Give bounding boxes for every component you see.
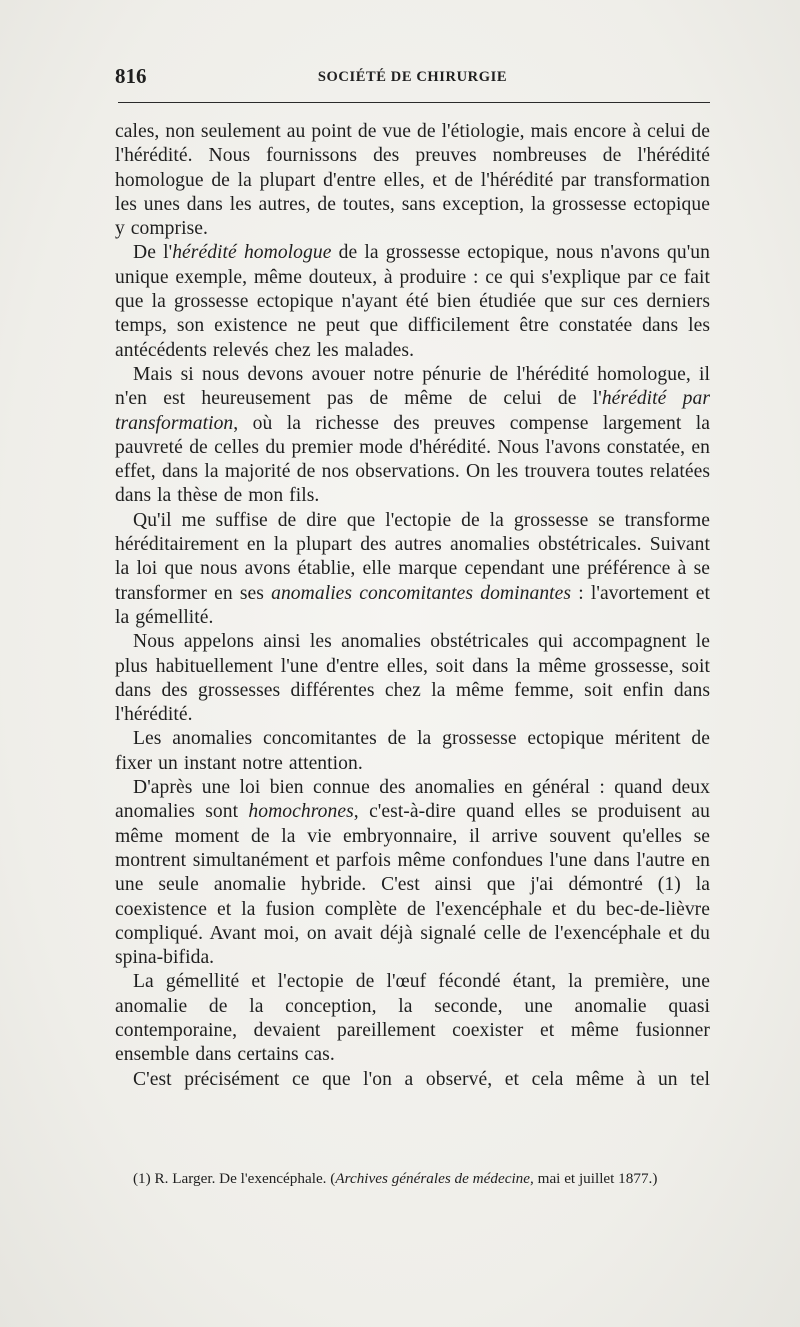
italic-text: hérédité homologue — [172, 242, 332, 264]
italic-text: hérédité par transformation — [115, 388, 710, 434]
text-run: cales, non seulement au point de vue de l'étiologie, mais encore à celui de l'hérédité. Nous fournissons des preuves nombreuses de l'hérédité homologue de la plupart d'entre elles, et de l'hérédité par transformation les unes dans les autres, de toutes, sans exception, la grossesse ectopique y comprise. — [115, 121, 710, 240]
text-run: Qu'il me suffise de dire que l'ectopie de la grossesse se transforme héréditairement en la plupart des autres anomalies obstétricales. Suivant la loi que nous avons établie, elle marque cependant une préférence à se transformer en ses — [115, 509, 710, 604]
italic-text: homochrones — [248, 801, 354, 823]
text-run: , où la richesse des preuves compense largement la pauvreté de celles du premier mode d'hérédité. Nous l'avons constatée, en effet, dans la majorité de nos observations. On les trouvera toutes relatées dans la thèse de mon fils. — [115, 412, 710, 507]
footnote — [115, 1169, 710, 1189]
paragraph — [115, 970, 710, 1067]
text-run: , mai et juillet 1877.) — [530, 1170, 658, 1187]
paragraph — [115, 509, 710, 630]
text-run: Les anomalies concomitantes de la grossesse ectopique méritent de fixer un instant notre attention. — [115, 728, 710, 774]
running-head: SOCIÉTÉ DE CHIRURGIE — [317, 69, 508, 85]
paragraph — [115, 241, 710, 362]
text-run: Mais si nous devons avouer notre pénurie de l'hérédité homologue, il n'en est heureusement pas de même de celui de l' — [115, 363, 710, 410]
page-number: 816 — [115, 64, 147, 88]
italic-text: Archives générales de médecine — [335, 1170, 531, 1187]
paragraph — [115, 727, 710, 776]
paragraph — [115, 1068, 710, 1092]
header-rule — [118, 102, 710, 103]
paragraph — [115, 363, 710, 509]
text-run: , c'est-à-dire quand elles se produisent au même moment de la vie embryonnaire, il arrive souvent qu'elles se montrent simultanément et parfois même confondues l'une dans l'autre en une seule anomalie hybride. C'est ainsi que j'ai démontré (1) la coexistence et la fusion complète de l'exencéphale et du bec-de-lièvre compliqué. Avant moi, on avait déjà signalé celle de l'exencéphale et du spina-bifida. — [115, 801, 710, 969]
paragraph — [115, 776, 710, 970]
paragraph — [115, 630, 710, 727]
text-run: La gémellité et l'ectopie de l'œuf fécondé étant, la première, une anomalie de la conception, la seconde, une anomalie quasi contemporaine, devaient pareillement coexister et même fusionner ensemble dans certains cas. — [115, 971, 710, 1066]
text-run: (1) R. Larger. De l'exencéphale. ( — [133, 1170, 336, 1187]
text-run: : l'avortement et la gémellité. — [115, 582, 710, 628]
italic-text: anomalies concomitantes dominantes — [271, 582, 572, 604]
text-run: C'est précisément ce que l'on a observé, et cela même à un tel — [133, 1068, 710, 1090]
text-run: de la grossesse ectopique, nous n'avons qu'un unique exemple, même douteux, à produire : ce qui s'explique par ce fait que la grossesse ectopique n'ayant été bien étudiée que sur ces derniers temps, son existence ne peut que difficilement être constatée dans les antécédents relevés chez les malades. — [115, 242, 710, 361]
body-text — [115, 120, 710, 1092]
page-header — [115, 64, 710, 90]
text-run: Nous appelons ainsi les anomalies obstétricales qui accompagnent le plus habituellement l'une d'entre elles, soit dans la même grossesse, soit dans des grossesses différentes chez la même femme, soit enfin dans l'hérédité. — [115, 631, 710, 726]
paragraph — [115, 120, 710, 241]
text-run: De l' — [133, 242, 173, 264]
text-run: D'après une loi bien connue des anomalies en général : quand deux anomalies sont — [115, 777, 710, 823]
